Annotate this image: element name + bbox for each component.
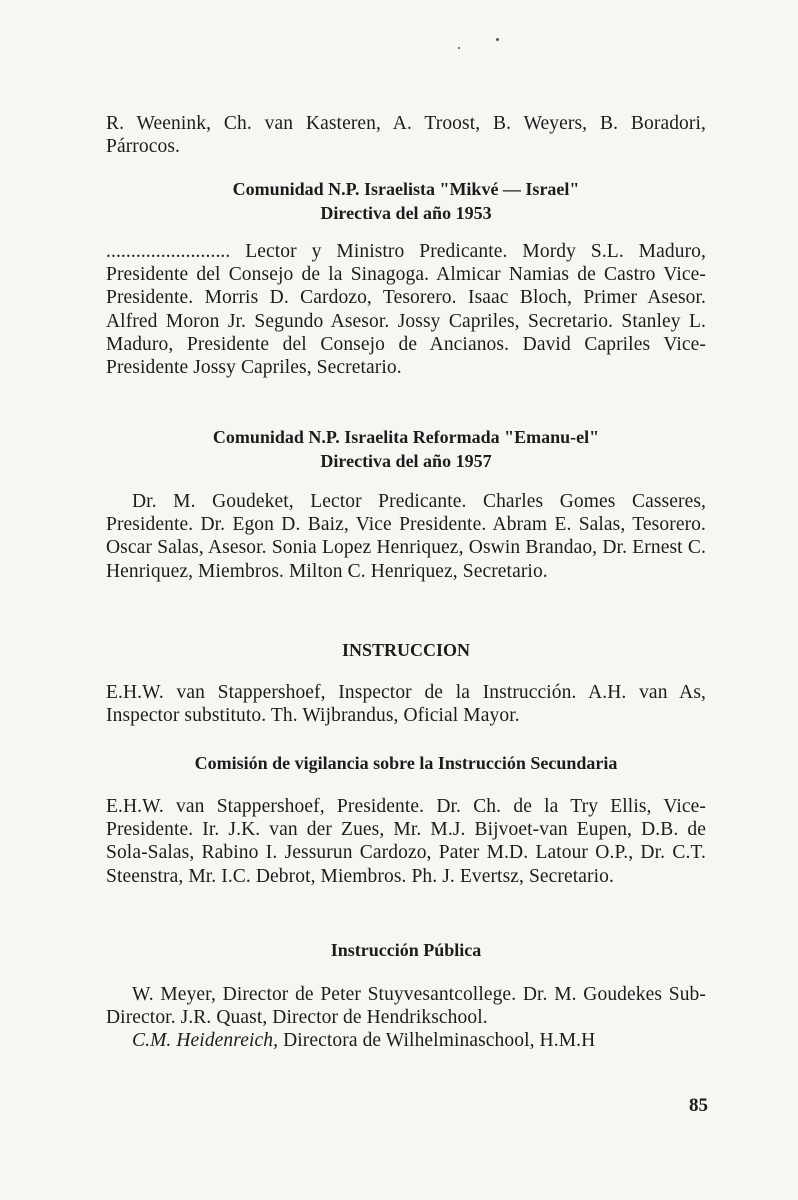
publica-heading: Instrucción Pública xyxy=(330,940,482,960)
publica-block xyxy=(106,983,706,1053)
mikve-heading-line1: Comunidad N.P. Israelista "Mikvé — Israel" xyxy=(232,179,580,199)
instruccion-heading: INSTRUCCION xyxy=(341,640,471,660)
mikve-block xyxy=(106,240,706,379)
emanuel-paragraph: Dr. M. Goudeket, Lector Predicante. Charles Gomes Casseres, Presidente. Dr. Egon D. Baiz, Vice Presidente. Abram E. Salas, Tesorero. Oscar Salas, Asesor. Sonia Lopez Henriquez, Oswin Brandao, Dr. Ernest C. Henriquez, Miembros. Milton C. Henriquez, Secretario. xyxy=(106,491,706,582)
mikve-heading-line2: Directiva del año 1953 xyxy=(320,203,492,223)
mikve-heading-block xyxy=(106,177,706,225)
comision-heading-block xyxy=(106,751,706,775)
mikve-paragraph: ......................... Lector y Ministro Predicante. Mordy S.L. Maduro, Presidente del Consejo de la Sinagoga. Almicar Namias de Castro Vice-Presidente. Morris D. Cardozo, Tesorero. Isaac Bloch, Primer Asesor. Alfred Moron Jr. Segundo Asesor. Jossy Capriles, Secretario. Stanley L. Maduro, Presidente del Consejo de Ancianos. David Capriles Vice-Presidente Jossy Capriles, Secretario. xyxy=(106,241,706,379)
emanuel-block xyxy=(106,490,706,583)
page-number: 85 xyxy=(689,1095,708,1116)
paper-speck xyxy=(458,47,460,49)
comision-paragraph: E.H.W. van Stappershoef, Presidente. Dr. Ch. de la Try Ellis, Vice-Presidente. Ir. J.K. van der Zues, Mr. M.J. Bijvoet-van Eupen, D.B. de Sola-Salas, Rabino I. Jessurun Cardozo, Pater M.D. Latour O.P., Dr. C.T. Steenstra, Mr. I.C. Debrot, Miembros. Ph. J. Evertsz, Secretario. xyxy=(106,796,706,887)
publica-paragraph2-rest: Directora de Wilhelminaschool, H.M.H xyxy=(278,1030,596,1052)
paper-speck xyxy=(496,38,499,41)
emanuel-heading-line2: Directiva del año 1957 xyxy=(320,451,492,471)
instruccion-heading-block xyxy=(106,638,706,662)
comision-heading: Comisión de vigilancia sobre la Instrucción Secundaria xyxy=(194,753,618,773)
instruccion-block xyxy=(106,681,706,727)
emanuel-heading-block xyxy=(106,425,706,473)
comision-block xyxy=(106,795,706,888)
intro-block xyxy=(106,112,706,158)
publica-heading-block xyxy=(106,938,706,962)
publica-paragraph1: W. Meyer, Director de Peter Stuyvesantcollege. Dr. M. Goudekes Sub-Director. J.R. Quast, Director de Hendrikschool. xyxy=(106,984,706,1029)
emanuel-heading-line1: Comunidad N.P. Israelita Reformada "Emanu-el" xyxy=(212,427,600,447)
instruccion-paragraph: E.H.W. van Stappershoef, Inspector de la Instrucción. A.H. van As, Inspector substituto. Th. Wijbrandus, Oficial Mayor. xyxy=(106,682,706,727)
publica-paragraph2 xyxy=(106,1029,706,1052)
publica-paragraph2-name: C.M. Heidenreich, xyxy=(132,1030,279,1052)
intro-paragraph: R. Weenink, Ch. van Kasteren, A. Troost, B. Weyers, B. Boradori, Párrocos. xyxy=(106,113,706,158)
